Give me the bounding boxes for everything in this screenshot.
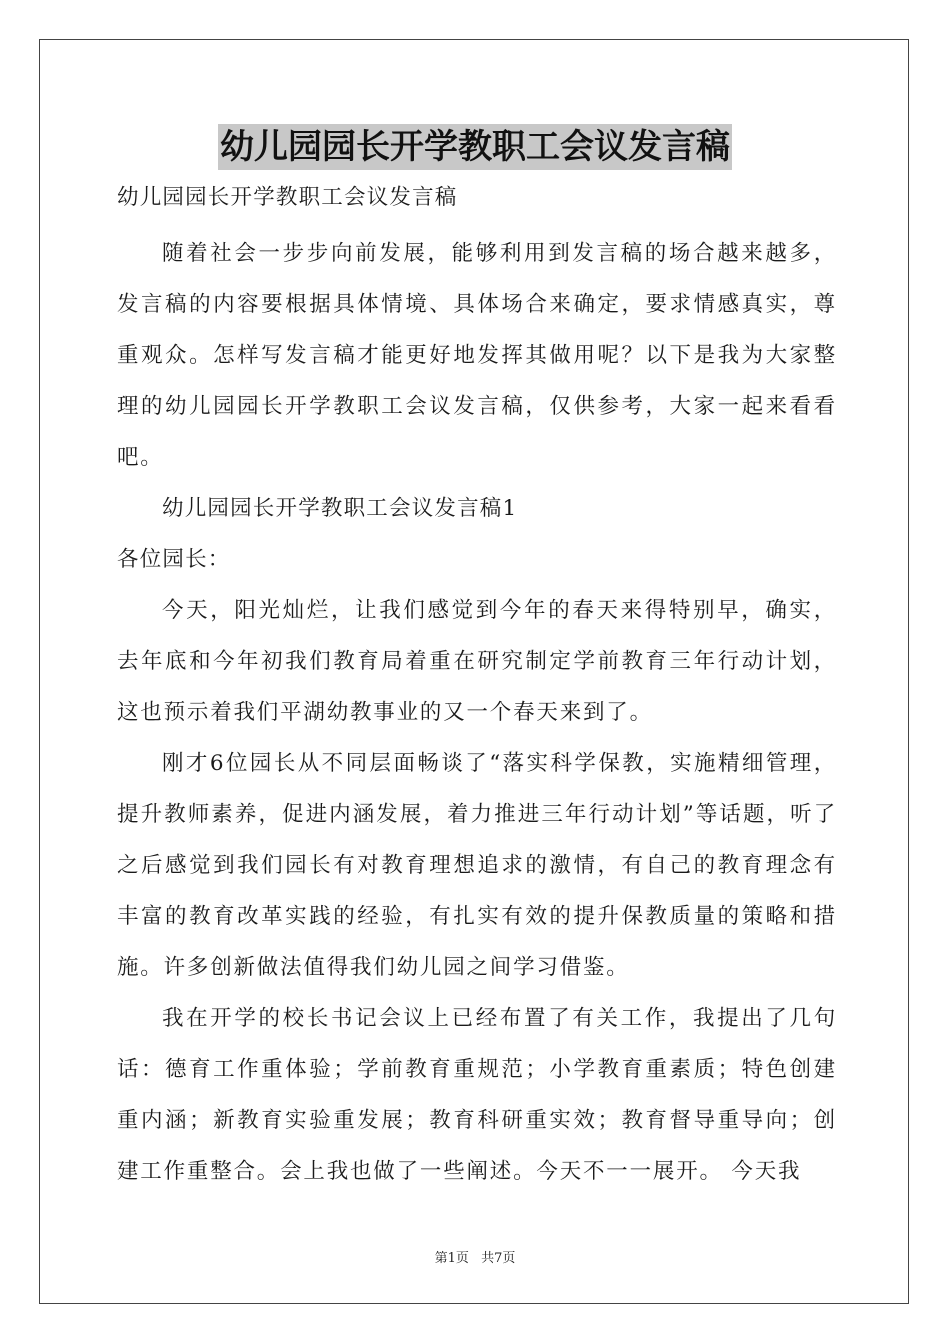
body-paragraph-3: 我在开学的校长书记会议上已经布置了有关工作，我提出了几句话：德育工作重体验；学前教育重规范；小学教育重素质；特色创建重内涵；新教育实验重发展；教育科研重实效；教育督导重导向；创建工作重整合。会上我也做了一些阐述。今天不一一展开。 今天我 — [117, 1006, 837, 1184]
page-footer — [0, 1247, 950, 1266]
title-container — [0, 124, 950, 170]
page-number: 第1页 — [434, 1251, 469, 1266]
total-pages: 共7页 — [481, 1251, 516, 1266]
document-subtitle: 幼儿园园长开学教职工会议发言稿 — [117, 185, 458, 210]
intro-paragraph: 随着社会一步步向前发展，能够利用到发言稿的场合越来越多，发言稿的内容要根据具体情境、具体场合来确定，要求情感真实，尊重观众。怎样写发言稿才能更好地发挥其做用呢？以下是我为大家整理的幼儿园园长开学教职工会议发言稿，仅供参考，大家一起来看看吧。 — [117, 241, 837, 470]
body-paragraph-2: 刚才6位园长从不同层面畅谈了“落实科学保教，实施精细管理，提升教师素养，促进内涵发展，着力推进三年行动计划”等话题，听了之后感觉到我们园长有对教育理想追求的激情，有自己的教育理念有丰富的教育改革实践的经验，有扎实有效的提升保教质量的策略和措施。许多创新做法值得我们幼儿园之间学习借鉴。 — [117, 751, 837, 980]
section-heading: 幼儿园园长开学教职工会议发言稿1 — [162, 496, 518, 521]
document-body — [117, 180, 837, 1197]
document-title: 幼儿园园长开学教职工会议发言稿 — [218, 124, 732, 170]
salutation: 各位园长： — [117, 547, 231, 572]
body-paragraph-1: 今天，阳光灿烂，让我们感觉到今年的春天来得特别早，确实，去年底和今年初我们教育局着重在研究制定学前教育三年行动计划，这也预示着我们平湖幼教事业的又一个春天来到了。 — [117, 598, 837, 725]
